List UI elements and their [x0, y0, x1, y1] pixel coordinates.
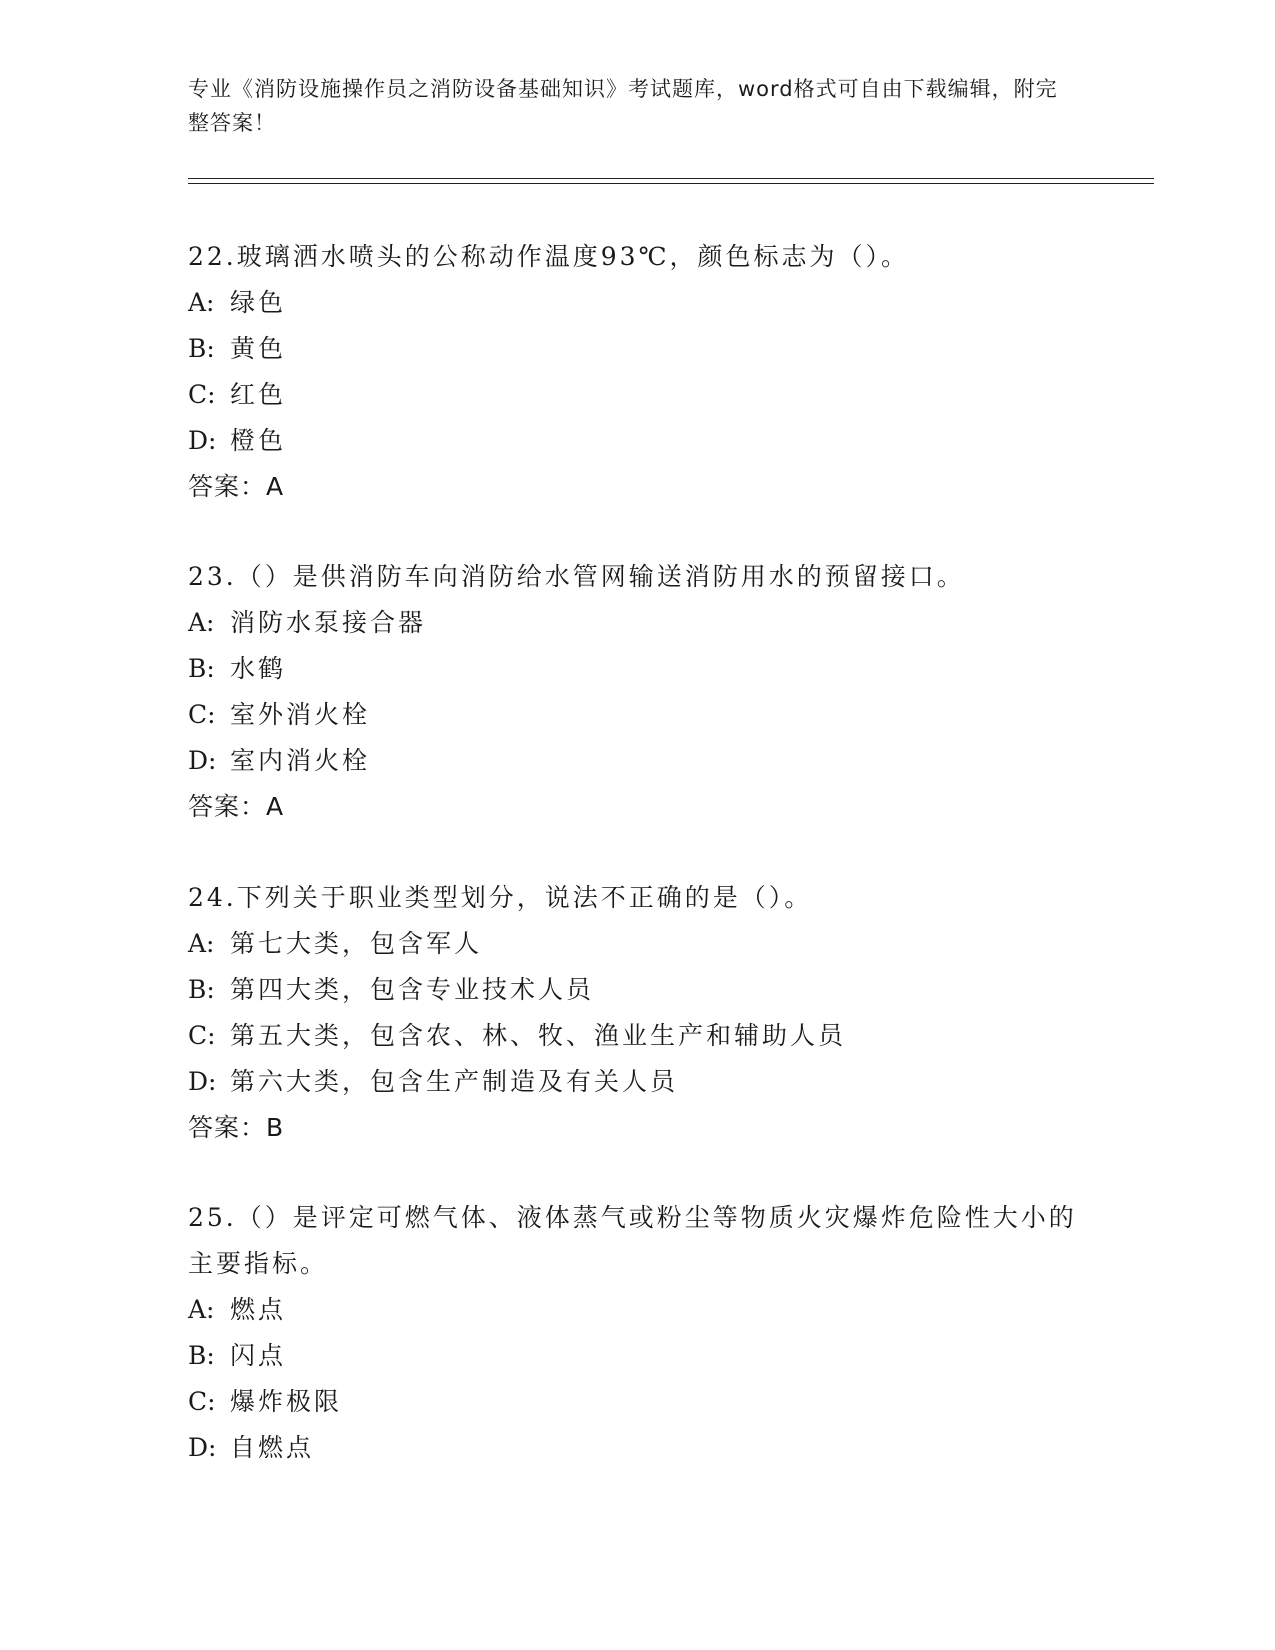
option-d: [188, 1425, 1088, 1471]
option-letter: D:: [188, 1433, 217, 1462]
option-letter: A:: [188, 608, 215, 637]
question-stem: 22.玻璃洒水喷头的公称动作温度93℃，颜色标志为（）。: [188, 242, 910, 271]
answer-line: 答案：A: [188, 472, 285, 501]
option-text: 第五大类，包含农、林、牧、渔业生产和辅助人员: [230, 1021, 847, 1050]
option-letter: B:: [188, 1341, 215, 1370]
question-stem: 25.（）是评定可燃气体、液体蒸气或粉尘等物质火灾爆炸危险性大小的主要指标。: [188, 1203, 1077, 1278]
option-text: 自燃点: [230, 1433, 315, 1462]
answer-line: 答案：B: [188, 1113, 285, 1142]
option-letter: B:: [188, 654, 215, 683]
option-letter: D:: [188, 426, 217, 455]
option-letter: D:: [188, 746, 217, 775]
option-letter: A:: [188, 1295, 215, 1324]
document-header: 专业《消防设施操作员之消防设备基础知识》考试题库，word格式可自由下载编辑，附完整答案！: [188, 77, 1058, 135]
option-text: 室内消火栓: [230, 746, 371, 775]
option-text: 水鹤: [230, 654, 287, 683]
option-text: 燃点: [230, 1295, 287, 1324]
option-b: [188, 326, 1088, 372]
option-d: [188, 418, 1088, 464]
option-text: 第四大类，包含专业技术人员: [230, 975, 595, 1004]
option-letter: B:: [188, 975, 215, 1004]
option-d: [188, 738, 1088, 784]
question-24: [188, 875, 1088, 1151]
header-divider-bottom: [188, 183, 1154, 184]
option-a: [188, 600, 1088, 646]
question-stem: 24.下列关于职业类型划分，说法不正确的是（）。: [188, 883, 813, 912]
option-text: 第六大类，包含生产制造及有关人员: [230, 1067, 679, 1096]
option-letter: A:: [188, 929, 215, 958]
option-letter: A:: [188, 288, 215, 317]
question-stem: 23.（）是供消防车向消防给水管网输送消防用水的预留接口。: [188, 562, 965, 591]
option-c: [188, 1013, 1088, 1059]
option-letter: D:: [188, 1067, 217, 1096]
option-text: 红色: [230, 380, 287, 409]
option-b: [188, 1333, 1088, 1379]
header-divider-top: [188, 178, 1154, 179]
option-letter: C:: [188, 700, 216, 729]
option-c: [188, 1379, 1088, 1425]
option-c: [188, 692, 1088, 738]
option-text: 闪点: [230, 1341, 287, 1370]
option-b: [188, 646, 1088, 692]
option-text: 黄色: [230, 334, 287, 363]
option-text: 第七大类，包含军人: [230, 929, 483, 958]
answer-line: 答案：A: [188, 792, 285, 821]
option-letter: C:: [188, 380, 216, 409]
question-25: [188, 1195, 1088, 1471]
option-a: [188, 280, 1088, 326]
option-text: 室外消火栓: [230, 700, 371, 729]
question-22: [188, 234, 1088, 510]
option-d: [188, 1059, 1088, 1105]
question-23: [188, 554, 1088, 830]
option-b: [188, 967, 1088, 1013]
option-text: 爆炸极限: [230, 1387, 343, 1416]
option-letter: B:: [188, 334, 215, 363]
option-text: 绿色: [230, 288, 287, 317]
option-a: [188, 921, 1088, 967]
option-letter: C:: [188, 1021, 216, 1050]
option-letter: C:: [188, 1387, 216, 1416]
option-a: [188, 1287, 1088, 1333]
option-text: 消防水泵接合器: [230, 608, 427, 637]
option-text: 橙色: [230, 426, 287, 455]
option-c: [188, 372, 1088, 418]
